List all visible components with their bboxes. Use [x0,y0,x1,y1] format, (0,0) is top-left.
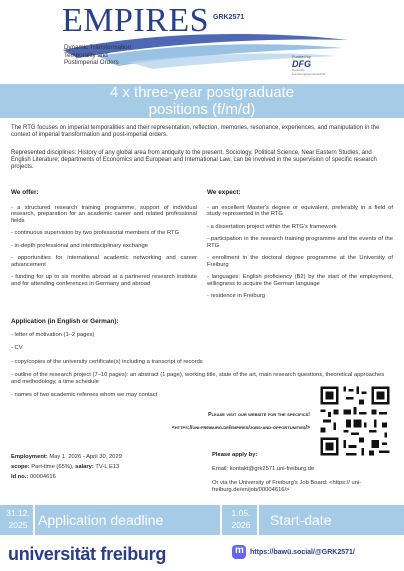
dfg-subtitle: Deutsche Forschungsgemeinschaft [292,68,326,76]
social-link[interactable]: https://bawü.social/@GRK2571/ [250,549,355,556]
scope-label: scope: [11,464,30,470]
divider [33,505,35,535]
footer [0,535,404,571]
deadline-date: 31.12. 2025 [6,508,30,530]
apply-heading: Please apply by: [212,452,258,458]
list-item: - opportunities for international academic networking and career advancement [11,255,197,268]
brand-subtitle [64,44,131,67]
employment-details [11,452,201,482]
divider [220,505,222,535]
list-item: - copy/copies of the university certificate(s) including a transcript of records [11,358,203,365]
id-row [11,472,201,482]
salary-label: salary: [73,464,94,470]
deadline-band [0,505,404,535]
employment-row [11,452,201,462]
dfg-logo [292,54,332,76]
list-item: - outline of the research project (7–10 pages): an abstract (1 page), working title, state of the art, main research questions, theoretical approaches and methodology, a time schedule [11,372,385,385]
scope-value: Part-time (65%), [29,464,74,470]
list-item: - an excellent Master's degree or equivalent, preferably in a field of study represented in the RTG [207,204,393,217]
list-item: - CV [11,345,23,351]
apply-job-board[interactable]: Or via the University of Freiburg's Job Board: <https:// uni-freiburg.de/en/job/00004616/> [212,480,362,493]
subtitle-line: Dynamic Transformation [64,44,132,51]
brand-title: EMPIRES [62,2,210,39]
start-date-label: Start-date [270,512,332,528]
divider [257,505,259,535]
subtitle-line: Temporality and [64,51,108,59]
deadline-label: Application deadline [38,512,164,528]
list-item: - in-depth professional and interdisciplinary exchange [11,242,148,249]
list-item: - letter of motivation (1–2 pages) [11,331,95,338]
university-logo: universität freiburg [8,544,167,564]
expect-list [207,205,393,300]
list-item: - participation in the research training programme and the events of the RTG [207,236,393,249]
list-item: - names of two academic referees whom we may contact [11,392,158,398]
grk-number: GRK2571 [213,14,245,21]
title-banner [0,84,404,118]
list-item: - a dissertation project within the RTG's framework [207,223,337,230]
employment-value: May 1, 2026 - April 30, 2029 [47,454,122,460]
id-value: 00004616 [28,474,56,480]
list-item: - funding for up to six months abroad at a partnered research institute and for attending conferences in Germany and abroad [11,274,197,287]
list-item: - a structured research training programme, support of individual research, preparation for an academic career and related professional fields [11,204,197,224]
disciplines-paragraph: Represented disciplines: History of any global area from antiquity to the present, Sociology, Political Science, Near Eastern Studies, and English Literature; departments of Economics and European and International Law, can be involved in the supervision of specific research projects. [11,150,377,170]
subtitle-line: Postimperial Orders [64,59,119,66]
id-label: Id no.: [11,474,29,480]
expect-heading: We expect: [207,189,241,196]
apply-section [212,452,394,494]
apply-email[interactable]: Email: kontakt@grk2571.uni-freiburg.de [212,466,315,472]
funded-by-label: Funded by [292,54,311,59]
header [0,0,404,84]
qr-code-icon[interactable] [318,384,392,458]
list-item: - residence in Freiburg [207,293,265,299]
expect-section [207,190,393,306]
list-item: - enrollment in the doctoral degree programme at the University of Freiburg [207,255,393,268]
offer-list [11,205,197,288]
scope-row [11,462,201,472]
start-date: 1.05. 2026 [231,508,251,530]
list-item: - continuous supervision by two professorial members of the RTG [11,230,180,236]
dfg-wordmark: DFG [292,59,311,69]
website-notice-text: Please visit our website for the specifics! [208,412,310,418]
mastodon-icon[interactable] [232,545,246,559]
title-line-1: 4 x three-year postgraduate [109,84,295,101]
offer-section [11,190,197,293]
website-link[interactable]: <https://uni-freiburg.de/empires/jobs-and-opportunities/> [171,425,310,431]
offer-heading: We offer: [11,189,39,196]
employment-label: Employment: [11,454,48,460]
title-line-2: positions (f/m/d) [148,101,256,118]
application-heading: Application (in English or German): [11,318,119,325]
list-item: - languages: English proficiency (B2) by the start of the employment, willingness to acquire the German language [207,274,393,287]
website-notice [140,412,310,432]
salary-value: TV-L E13 [93,464,120,470]
intro-paragraph: The RTG focuses on imperial temporalities and their representation, reflection, memories, resonance, experiences, and manipulation in the context of imperial transformation and post-imperial orders. [11,125,380,138]
